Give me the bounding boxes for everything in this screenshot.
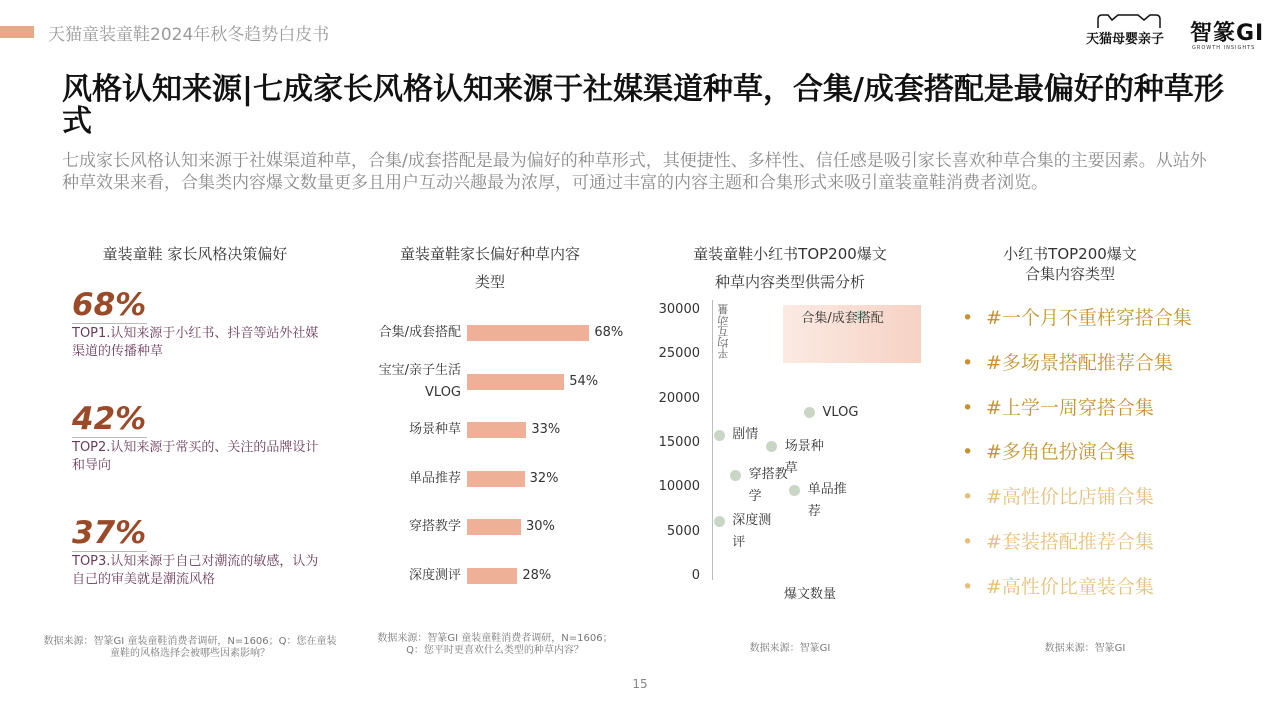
bar-category-label-line: 宝宝/亲子生活 xyxy=(378,362,461,378)
bullet-icon: • xyxy=(962,486,974,509)
scatter-point-label xyxy=(822,402,858,424)
scatter-point-label xyxy=(785,436,824,480)
col3-title xyxy=(660,240,920,296)
scatter-y-tick: 25000 xyxy=(658,346,700,362)
bar-value-label: 32% xyxy=(529,470,559,486)
bar-category-label-line: 合集/成套搭配 xyxy=(378,325,461,340)
preference-divider xyxy=(72,323,147,324)
scatter-point-label-line: 荐 xyxy=(807,504,821,520)
bar-category-label xyxy=(351,360,461,404)
preference-item-2 xyxy=(72,402,322,475)
intro-paragraph: 七成家长风格认知来源于社媒渠道种草，合集/成套搭配是最为偏好的种草形式，其便捷性、多样性、信任感是吸引家长喜欢种草合集的主要因素。从站外种草效果来看，合集类内容爆文数量更多且用户互动兴趣最为浓厚，可通过丰富的内容主题和合集形式来吸引童装童鞋消费者浏览。 xyxy=(62,151,1207,193)
bar xyxy=(467,471,525,487)
bar-category-label-line: VLOG xyxy=(425,384,461,400)
col3-source-note: 数据来源：智篆GI xyxy=(749,643,831,654)
bullet-icon: • xyxy=(962,351,974,374)
collection-tag-item xyxy=(962,485,1154,509)
scatter-point xyxy=(804,407,815,418)
collection-tag-item xyxy=(962,530,1154,554)
preference-text: TOP1.认知来源于小红书、抖音等站外社媒渠道的传播种草 xyxy=(72,326,319,359)
collection-tag-text: #高性价比童装合集 xyxy=(986,575,1154,598)
collection-tag-item xyxy=(962,575,1154,599)
col4-title-line2: 合集内容类型 xyxy=(1024,265,1115,283)
header-accent-bar xyxy=(0,26,34,38)
preference-item-1 xyxy=(72,288,322,361)
bar-category-label xyxy=(351,419,461,441)
tmall-logo xyxy=(1084,14,1172,50)
collection-tag-text: #一个月不重样穿搭合集 xyxy=(986,307,1192,329)
preference-percent: 68% xyxy=(72,287,147,323)
collection-tag-item xyxy=(962,396,1154,420)
bar-value-label: 30% xyxy=(526,519,555,535)
col3-title-line2: 种草内容类型供需分析 xyxy=(714,273,865,291)
preference-percent: 42% xyxy=(72,401,147,437)
scatter-point-label-line: 深度测 xyxy=(732,513,772,529)
bar-value-label: 54% xyxy=(569,373,599,389)
scatter-y-tick: 5000 xyxy=(666,523,700,539)
scatter-point-label xyxy=(732,424,758,446)
preference-text: TOP3.认知来源于自己对潮流的敏感，认为自己的审美就是潮流风格 xyxy=(72,554,319,587)
preference-divider xyxy=(72,551,147,552)
gi-logo-text: 智篆GI xyxy=(1190,21,1265,46)
scatter-point-label xyxy=(801,308,883,330)
bar-category-label-line: 单品推荐 xyxy=(408,470,461,486)
collection-tag-text: #套装搭配推荐合集 xyxy=(986,531,1154,553)
scatter-point-label-line: 剧情 xyxy=(732,427,759,443)
scatter-point-label-line: 学 xyxy=(748,489,762,505)
col4-source-note: 数据来源：智篆GI xyxy=(1044,643,1126,654)
bar-category-label-line: 深度测评 xyxy=(408,568,461,583)
gi-logo xyxy=(1190,16,1264,52)
gi-logo-subtext: GROWTH INSIGHTS xyxy=(1192,45,1256,51)
collection-tag-item xyxy=(962,440,1135,464)
col2-source-note: 数据来源：智篆GI 童装童鞋消费者调研，N=1606；Q：您平时更喜欢什么类型的种草内容？ xyxy=(377,633,613,656)
collection-tag-text: #多场景搭配推荐合集 xyxy=(986,351,1173,374)
bar-value-label: 68% xyxy=(594,325,624,340)
bar xyxy=(467,374,564,390)
scatter-point-label xyxy=(749,464,788,508)
bar-category-label xyxy=(351,468,461,490)
col3-title-line1: 童装童鞋小红书TOP200爆文 xyxy=(693,245,887,263)
col2-title-line1: 童装童鞋家长偏好种草内容 xyxy=(399,245,580,263)
scatter-point-label-line: 评 xyxy=(732,535,746,551)
scatter-point-label-line: 合集/成套搭配 xyxy=(801,311,884,327)
scatter-point xyxy=(714,516,725,527)
scatter-y-tick: 15000 xyxy=(658,435,700,450)
bar-value-label: 28% xyxy=(522,568,552,583)
scatter-point-label-line: 草 xyxy=(784,460,798,476)
collection-tag-text: #上学一周穿搭合集 xyxy=(986,396,1154,419)
col2-title-line2: 类型 xyxy=(474,273,505,291)
bullet-icon: • xyxy=(962,575,974,598)
page-title: 风格认知来源|七成家长风格认知来源于社媒渠道种草，合集/成套搭配是最偏好的种草形式 xyxy=(62,72,1224,139)
tmall-logo-text: 天猫母婴亲子 xyxy=(1086,32,1165,47)
bullet-icon: • xyxy=(962,307,974,329)
col2-title xyxy=(360,240,620,296)
scatter-point-label xyxy=(808,479,847,523)
bar-category-label xyxy=(351,322,461,344)
col4-title xyxy=(975,240,1165,288)
scatter-y-tick: 10000 xyxy=(658,479,700,495)
preference-item-3 xyxy=(72,516,322,589)
scatter-point xyxy=(730,470,741,481)
bar xyxy=(467,519,521,535)
scatter-point-label-line: 场景种 xyxy=(784,438,824,454)
bar-category-label xyxy=(351,565,461,587)
bullet-icon: • xyxy=(962,531,974,553)
preference-divider xyxy=(72,437,147,438)
bar xyxy=(467,422,526,438)
bar xyxy=(467,568,517,584)
scatter-x-axis-label: 爆文数量 xyxy=(783,587,836,602)
scatter-y-tick: 30000 xyxy=(658,302,700,317)
preference-text: TOP2.认知来源于常买的、关注的品牌设计和导向 xyxy=(72,440,319,473)
bullet-icon: • xyxy=(962,441,974,464)
col1-title: 童装童鞋 家长风格决策偏好 xyxy=(102,245,288,263)
scatter-y-axis xyxy=(712,300,713,580)
document-title: 天猫童装童鞋2024年秋冬趋势白皮书 xyxy=(48,25,330,45)
scatter-point xyxy=(714,430,725,441)
bar xyxy=(467,325,589,341)
scatter-y-tick: 0 xyxy=(691,568,700,583)
bar-category-label xyxy=(351,516,461,538)
collection-tag-item xyxy=(962,306,1192,330)
scatter-point-label-line: 单品推 xyxy=(807,482,847,498)
bar-category-label-line: 场景种草 xyxy=(408,422,461,438)
scatter-y-tick: 20000 xyxy=(658,390,700,406)
col4-title-line1: 小红书TOP200爆文 xyxy=(1003,245,1137,263)
col1-source-note: 数据来源：智篆GI 童装童鞋消费者调研，N=1606；Q：您在童装童鞋的风格选择会被哪些因素影响？ xyxy=(43,636,337,659)
collection-tag-text: #高性价比店铺合集 xyxy=(986,486,1154,509)
collection-tag-item xyxy=(962,351,1173,375)
scatter-point-label-line: 穿搭教 xyxy=(748,467,788,483)
preference-percent: 37% xyxy=(72,515,147,551)
scatter-point-label xyxy=(732,510,771,554)
collection-tag-text: #多角色扮演合集 xyxy=(986,441,1135,464)
scatter-y-axis-label: 平均互动量 xyxy=(717,304,730,359)
scatter-point xyxy=(766,441,777,452)
scatter-point xyxy=(789,485,800,496)
bar-category-label-line: 穿搭教学 xyxy=(408,519,461,535)
bar-value-label: 33% xyxy=(531,422,561,438)
page-number: 15 xyxy=(632,677,648,691)
bullet-icon: • xyxy=(962,396,974,419)
scatter-point-label-line: VLOG xyxy=(822,404,859,420)
